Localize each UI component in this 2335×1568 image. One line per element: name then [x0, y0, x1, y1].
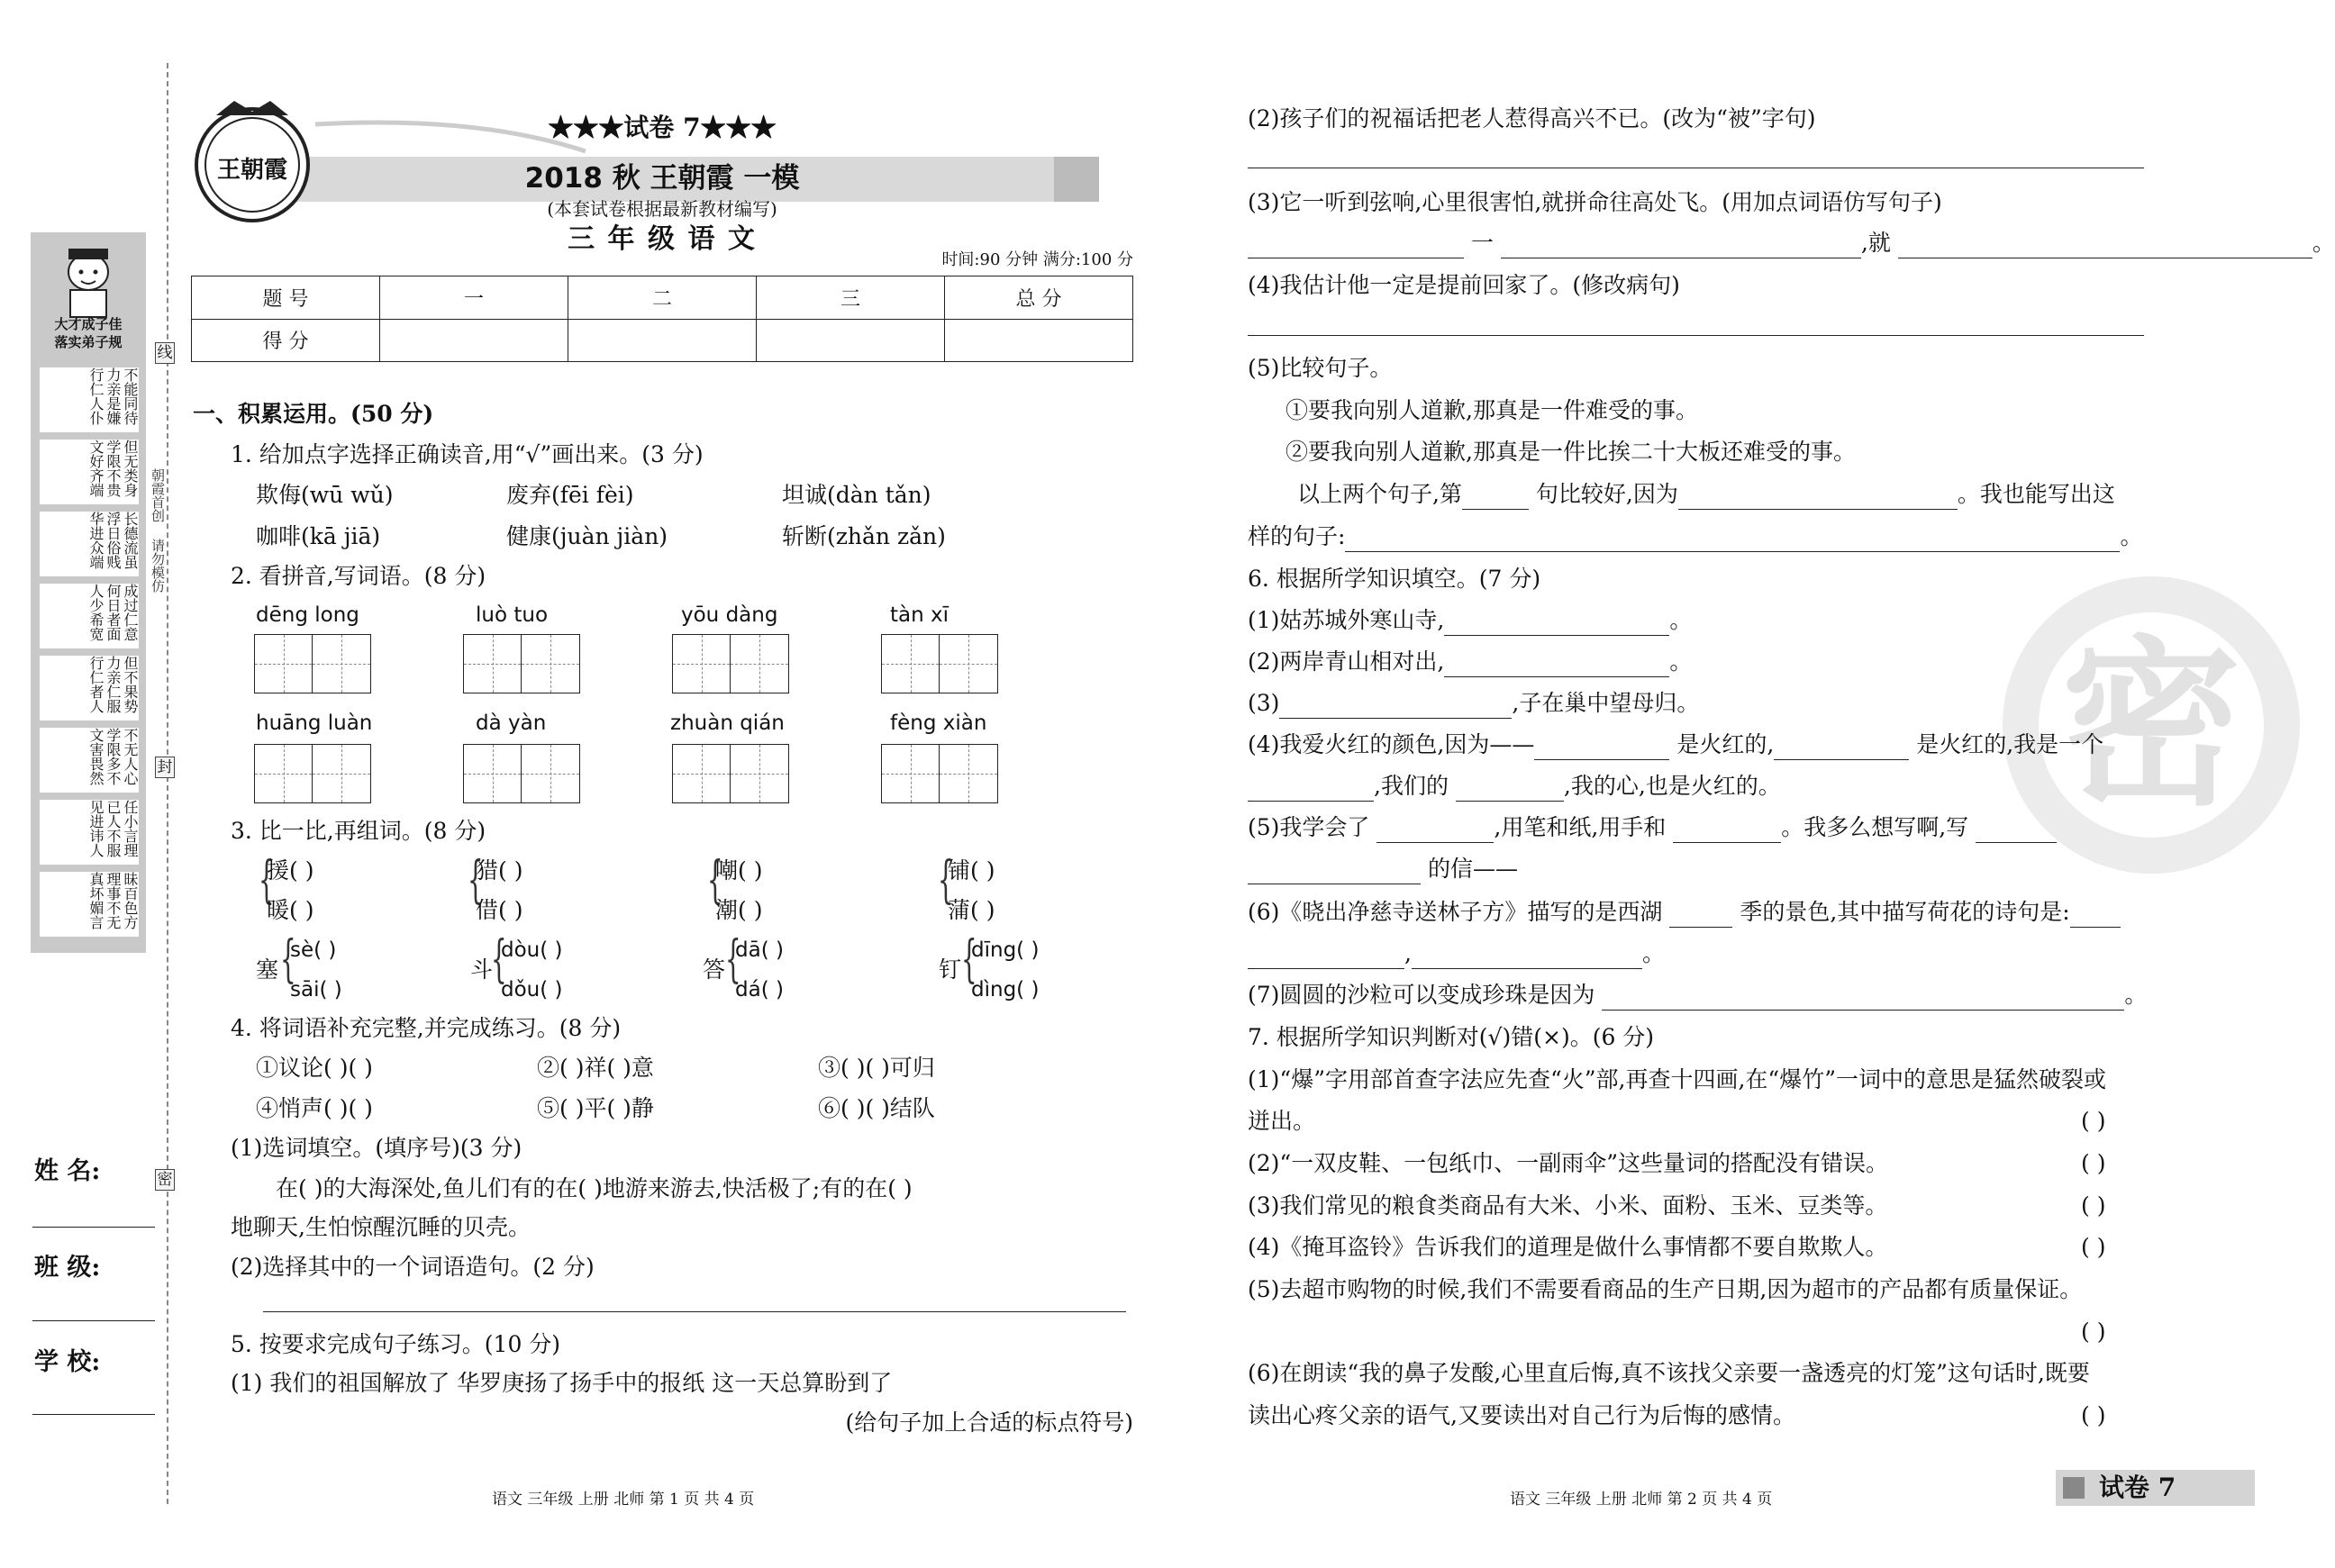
q6-text: 。我多么想写啊,写 — [1781, 814, 1969, 840]
proverb-block: 不能同待力亲是嫌行仁人仆 — [40, 367, 139, 432]
blank[interactable] — [1534, 736, 1669, 760]
q6-text: ,我们的 — [1374, 773, 1449, 799]
proverb-block: 长德流虽浮日俗贱华进众端 — [40, 512, 139, 576]
q3-poly-reading: dìng( ) — [971, 978, 1040, 1002]
q6-item — [1248, 605, 1692, 636]
score-row-values — [192, 319, 1133, 362]
period: 。 — [1669, 607, 1693, 633]
score-cell: 得 分 — [192, 319, 380, 362]
q3-pair-item: 嘲( ) — [715, 857, 763, 884]
score-cell: 一 — [380, 276, 568, 320]
q1-item: 坦诚(dàn tǎn) — [782, 482, 931, 508]
exam-subtitle: (本套试卷根据最新教材编写) — [547, 198, 777, 220]
period: 。 — [2124, 982, 2148, 1008]
question-1: 1. 给加点字选择正确读音,用“√”画出来。(3 分) — [231, 441, 704, 467]
score-cell: 三 — [757, 276, 945, 320]
pinyin-label: luò tuo — [476, 603, 549, 627]
blank[interactable] — [1456, 777, 1564, 802]
q6-text: (2)两岸青山相对出, — [1248, 648, 1445, 675]
stamp-char: 密 — [2060, 619, 2241, 830]
q7-item: (3)我们常见的粮食类商品有大米、小米、面粉、玉米、豆类等。 — [1248, 1192, 1888, 1219]
q3-pair-item: 暖( ) — [267, 897, 314, 923]
question-5: 5. 按要求完成句子练习。(10 分) — [231, 1331, 561, 1357]
writing-grid[interactable] — [672, 634, 789, 693]
pinyin-label: tàn xī — [890, 603, 949, 627]
blank[interactable] — [1345, 528, 2120, 552]
r5-d: 样的句子: — [1248, 523, 1346, 549]
writing-grid[interactable] — [254, 634, 371, 693]
question-7: 7. 根据所学知识判断对(√)错(×)。(6 分) — [1248, 1024, 1655, 1050]
q5-sentence: (1) 我们的祖国解放了 华罗庚扬了扬手中的报纸 这一天总算盼到了 — [231, 1370, 893, 1396]
q7-item: (4)《掩耳盗铃》告诉我们的道理是做什么事情都不要自欺欺人。 — [1248, 1234, 1888, 1260]
q6-text: (3) — [1248, 690, 1280, 716]
q4-sub2: (2)选择其中的一个词语造句。(2 分) — [231, 1254, 595, 1280]
blank[interactable] — [1444, 612, 1669, 636]
period: 。 — [1669, 648, 1693, 675]
brace-icon: { — [490, 930, 507, 989]
blank[interactable] — [1444, 653, 1669, 677]
q1-item: 咖啡(kā jiā) — [256, 523, 381, 549]
pinyin-label: dà yàn — [476, 711, 547, 735]
name-field[interactable] — [32, 1227, 155, 1228]
proverb-block: 昧百色方理事不无真坏媚言 — [40, 872, 139, 937]
proverb-block: 但不果势力亲仁服行仁者人 — [40, 656, 139, 721]
writing-grid[interactable] — [463, 634, 580, 693]
motto-line-2: 落实弟子规 — [54, 334, 123, 350]
q6-text: ,用笔和纸,用手和 — [1494, 814, 1667, 840]
class-label: 班 级: — [34, 1254, 101, 1282]
judge-paren[interactable]: ( ) — [2081, 1150, 2106, 1176]
blank[interactable] — [1248, 234, 1464, 258]
q3-pair-item: 借( ) — [476, 897, 523, 923]
q7-item: 迸出。 — [1248, 1108, 1316, 1134]
blank[interactable] — [1248, 945, 1404, 969]
q6-text: 的信—— — [1427, 856, 1518, 882]
question-3: 3. 比一比,再组词。(8 分) — [231, 818, 486, 844]
q4-idiom: ④悄声( )( ) — [256, 1095, 373, 1121]
writing-grid[interactable] — [672, 744, 789, 803]
writing-grid[interactable] — [881, 744, 998, 803]
q7-item: (2)“一双皮鞋、一包纸巾、一副雨伞”这些量词的搭配没有错误。 — [1248, 1150, 1888, 1176]
q6-item — [1248, 897, 2121, 928]
q4-idiom: ②( )祥( )意 — [537, 1055, 654, 1081]
blank[interactable] — [1602, 986, 2124, 1011]
period: 。 — [2120, 523, 2143, 549]
score-cell: 题 号 — [192, 276, 380, 320]
r3-jiu: ,就 — [1860, 230, 1891, 256]
blank[interactable] — [1669, 903, 1732, 928]
corner-label: 试卷 7 — [2099, 1473, 2176, 1502]
q1-item: 斩断(zhǎn zǎn) — [782, 523, 946, 549]
q7-item: (5)去超市购物的时候,我们不需要看商品的生产日期,因为超市的产品都有质量保证。 — [1248, 1276, 2083, 1302]
q3-pair-item: 蒲( ) — [948, 897, 995, 923]
judge-paren[interactable]: ( ) — [2081, 1402, 2106, 1428]
r3-yi: 一 — [1470, 230, 1494, 256]
q6-item — [1248, 854, 1518, 884]
q6-text: (4)我爱火红的颜色,因为—— — [1248, 731, 1535, 757]
q3-pair-item: 猎( ) — [476, 857, 523, 884]
seal-label-xian: 线 — [155, 342, 175, 364]
blank[interactable] — [1774, 736, 1909, 760]
q3-poly-char: 塞 — [256, 956, 279, 983]
q7-item: 读出心疼父亲的语气,又要读出对自己行为后悔的感情。 — [1248, 1402, 1795, 1428]
r3-end: 。 — [2312, 230, 2335, 256]
brace-icon: { — [467, 851, 484, 910]
writing-grid[interactable] — [881, 634, 998, 693]
question-6: 6. 根据所学知识填空。(7 分) — [1248, 566, 1541, 592]
q4-idiom: ⑤( )平( )静 — [537, 1095, 654, 1121]
score-cell: 总 分 — [945, 276, 1133, 320]
pinyin-label: huāng luàn — [256, 711, 373, 735]
q6-text: (7)圆圆的沙粒可以变成珍珠是因为 — [1248, 982, 1595, 1008]
score-input-cell[interactable] — [757, 319, 945, 362]
pinyin-label: zhuàn qián — [670, 711, 785, 735]
blank[interactable] — [1673, 819, 1781, 843]
score-table — [191, 276, 1133, 362]
r-item: (2)孩子们的祝福话把老人惹得高兴不已。(改为“被”字句) — [1248, 105, 1816, 131]
r-item: ②要我向别人道歉,那真是一件比挨二十大板还难受的事。 — [1286, 439, 1856, 465]
r-item: ①要我向别人道歉,那真是一件难受的事。 — [1286, 397, 1698, 423]
q6-item — [1248, 688, 1699, 719]
blank[interactable] — [1462, 485, 1529, 510]
score-row-header — [192, 276, 1133, 320]
q1-item: 欺侮(wū wǔ) — [256, 482, 394, 508]
brace-icon: { — [258, 851, 275, 910]
q3-poly-reading: sāi( ) — [290, 978, 342, 1002]
pinyin-label: fèng xiàn — [890, 711, 987, 735]
r5-c2: 句比较好,因为 — [1535, 481, 1678, 507]
score-input-cell[interactable] — [945, 319, 1133, 362]
q3-poly-reading: dīng( ) — [971, 938, 1040, 962]
blank[interactable] — [1248, 860, 1421, 884]
sidebar-motto — [36, 315, 141, 351]
seal-label-mi: 密 — [155, 1169, 175, 1191]
q6-text: 是火红的, — [1676, 731, 1775, 757]
r5-c1: 以上两个句子,第 — [1297, 481, 1462, 507]
writing-grid[interactable] — [254, 744, 371, 803]
answer-line[interactable] — [1248, 335, 2144, 336]
q6-item — [1248, 730, 2103, 760]
q3-poly-char: 答 — [703, 956, 726, 983]
q6-text: 是火红的,我是一个 — [1916, 731, 2104, 757]
blank[interactable] — [1501, 234, 1861, 258]
period: 。 — [1641, 940, 1665, 966]
r-item: (4)我估计他一定是提前回家了。(修改病句) — [1248, 272, 1680, 298]
brace-icon: { — [724, 930, 741, 989]
q5-note: (给句子加上合适的标点符号) — [845, 1409, 1133, 1436]
brace-icon: { — [937, 851, 954, 910]
q3-poly-reading: dá( ) — [735, 978, 784, 1002]
score-input-cell[interactable] — [568, 319, 757, 362]
school-label: 学 校: — [34, 1348, 101, 1376]
q7-item: (1)“爆”字用部首查字法应先查“火”部,再查十四画,在“爆竹”一词中的意思是猛然破裂或 — [1248, 1066, 2106, 1092]
motto-line-1: 大才成子佳 — [54, 316, 123, 332]
q3-poly-reading: sè( ) — [290, 938, 337, 962]
q6-text: 季的景色,其中描写荷花的诗句是: — [1740, 899, 2070, 925]
footer-right: 语文 三年级 上册 北师 第 2 页 共 4 页 — [1510, 1491, 1773, 1509]
q6-item — [1248, 812, 2057, 843]
q4-sub1: (1)选词填空。(填序号)(3 分) — [231, 1135, 522, 1161]
q6-text: , — [1404, 940, 1412, 966]
r-item: (3)它一听到弦响,心里很害怕,就拼命往高处飞。(用加点词语仿写句子) — [1248, 189, 1942, 215]
q3-pair-item: 援( ) — [267, 857, 314, 884]
section-heading: 一、积累运用。(50 分) — [193, 401, 434, 427]
judge-paren[interactable]: ( ) — [2081, 1108, 2106, 1134]
q3-poly-reading: dòu( ) — [501, 938, 563, 962]
q3-pair-item: 潮( ) — [715, 897, 763, 923]
q6-item — [1248, 771, 1781, 802]
q3-poly-char: 钉 — [939, 956, 962, 983]
q7-item: (6)在朗读“我的鼻子发酸,心里直后悔,真不该找父亲要一盏透亮的灯笼”这句话时,既要 — [1248, 1360, 2090, 1386]
q6-text: (5)我学会了 — [1248, 814, 1370, 840]
paper-number: ★★★试卷 7★★★ — [548, 113, 777, 142]
judge-paren[interactable]: ( ) — [2081, 1192, 2106, 1219]
q6-item — [1248, 647, 1692, 677]
r5-line — [1248, 521, 2142, 552]
r5-compare — [1297, 479, 2115, 510]
blank[interactable] — [1279, 694, 1512, 719]
blank[interactable] — [1376, 819, 1494, 843]
score-cell: 二 — [568, 276, 757, 320]
logo-text: 王朝霞 — [216, 157, 287, 184]
proverb-block: 成过仁意何日者面人少希宽 — [40, 584, 139, 648]
binding-dashed-line — [167, 63, 168, 1504]
time-info: 时间:90 分钟 满分:100 分 — [941, 250, 1133, 269]
q3-poly-reading: dǒu( ) — [501, 978, 563, 1002]
r3-blanks — [1248, 228, 2335, 258]
q1-item: 废弃(fēi fèi) — [506, 482, 634, 508]
seal-label-feng: 封 — [155, 757, 175, 778]
q1-item: 健康(juàn jiàn) — [506, 523, 668, 549]
q6-item — [1248, 980, 2147, 1011]
proverb-block: 任小言理已人不服见进讳人 — [40, 800, 139, 865]
blank[interactable] — [2070, 903, 2121, 928]
q4-idiom: ⑥( )( )结队 — [818, 1095, 935, 1121]
name-label: 姓 名: — [34, 1157, 101, 1185]
score-input-cell[interactable] — [380, 319, 568, 362]
q4-sub1-text: 地聊天,生怕惊醒沉睡的贝壳。 — [231, 1214, 531, 1240]
q6-item — [1248, 938, 1665, 969]
anti-copy-note: 朝霞首创 请勿模仿 — [150, 468, 166, 593]
class-field[interactable] — [32, 1320, 155, 1321]
brace-icon: { — [706, 851, 723, 910]
q3-poly-reading: dā( ) — [735, 938, 784, 962]
q6-text: ,我的心,也是火红的。 — [1563, 773, 1781, 799]
blank[interactable] — [1248, 777, 1374, 802]
brace-icon: { — [279, 930, 296, 989]
q6-text: ,子在巢中望母归。 — [1512, 690, 1700, 716]
r-item: (5)比较句子。 — [1248, 355, 1393, 381]
q4-sub1-text: 在( )的大海深处,鱼儿们有的在( )地游来游去,快活极了;有的在( ) — [276, 1175, 913, 1201]
proverb-block: 但无类身学限不贵文好齐端 — [40, 440, 139, 504]
judge-paren[interactable]: ( ) — [2081, 1319, 2106, 1345]
footer-left: 语文 三年级 上册 北师 第 1 页 共 4 页 — [492, 1491, 755, 1509]
r5-c3: 。我也能写出这 — [1957, 481, 2115, 507]
proverb-block: 不无人心学限多不文害畏然 — [40, 728, 139, 793]
q6-text: (6)《晓出净慈寺送林子方》描写的是西湖 — [1248, 899, 1663, 925]
brace-icon: { — [960, 930, 977, 989]
judge-paren[interactable]: ( ) — [2081, 1234, 2106, 1260]
grade-title: 三 年 级 语 文 — [568, 223, 757, 255]
school-field[interactable] — [32, 1414, 155, 1415]
q3-pair-item: 铺( ) — [948, 857, 995, 884]
q4-idiom: ①议论( )( ) — [256, 1055, 373, 1081]
q4-idiom: ③( )( )可归 — [818, 1055, 935, 1081]
writing-grid[interactable] — [463, 744, 580, 803]
pinyin-label: dēng long — [256, 603, 359, 627]
blank[interactable] — [1412, 945, 1642, 969]
q3-poly-char: 斗 — [470, 956, 494, 983]
question-4: 4. 将词语补充完整,并完成练习。(8 分) — [231, 1015, 622, 1041]
corner-square-icon — [2063, 1477, 2085, 1499]
pinyin-label: yōu dàng — [681, 603, 778, 627]
blank[interactable] — [1678, 485, 1958, 510]
blank[interactable] — [1898, 234, 2312, 258]
answer-line[interactable] — [263, 1311, 1126, 1312]
q6-text: (1)姑苏城外寒山寺, — [1248, 607, 1445, 633]
exam-title: 2018 秋 王朝霞 一模 — [524, 162, 800, 195]
question-2: 2. 看拼音,写词语。(8 分) — [231, 563, 486, 589]
blank[interactable] — [1976, 819, 2057, 843]
